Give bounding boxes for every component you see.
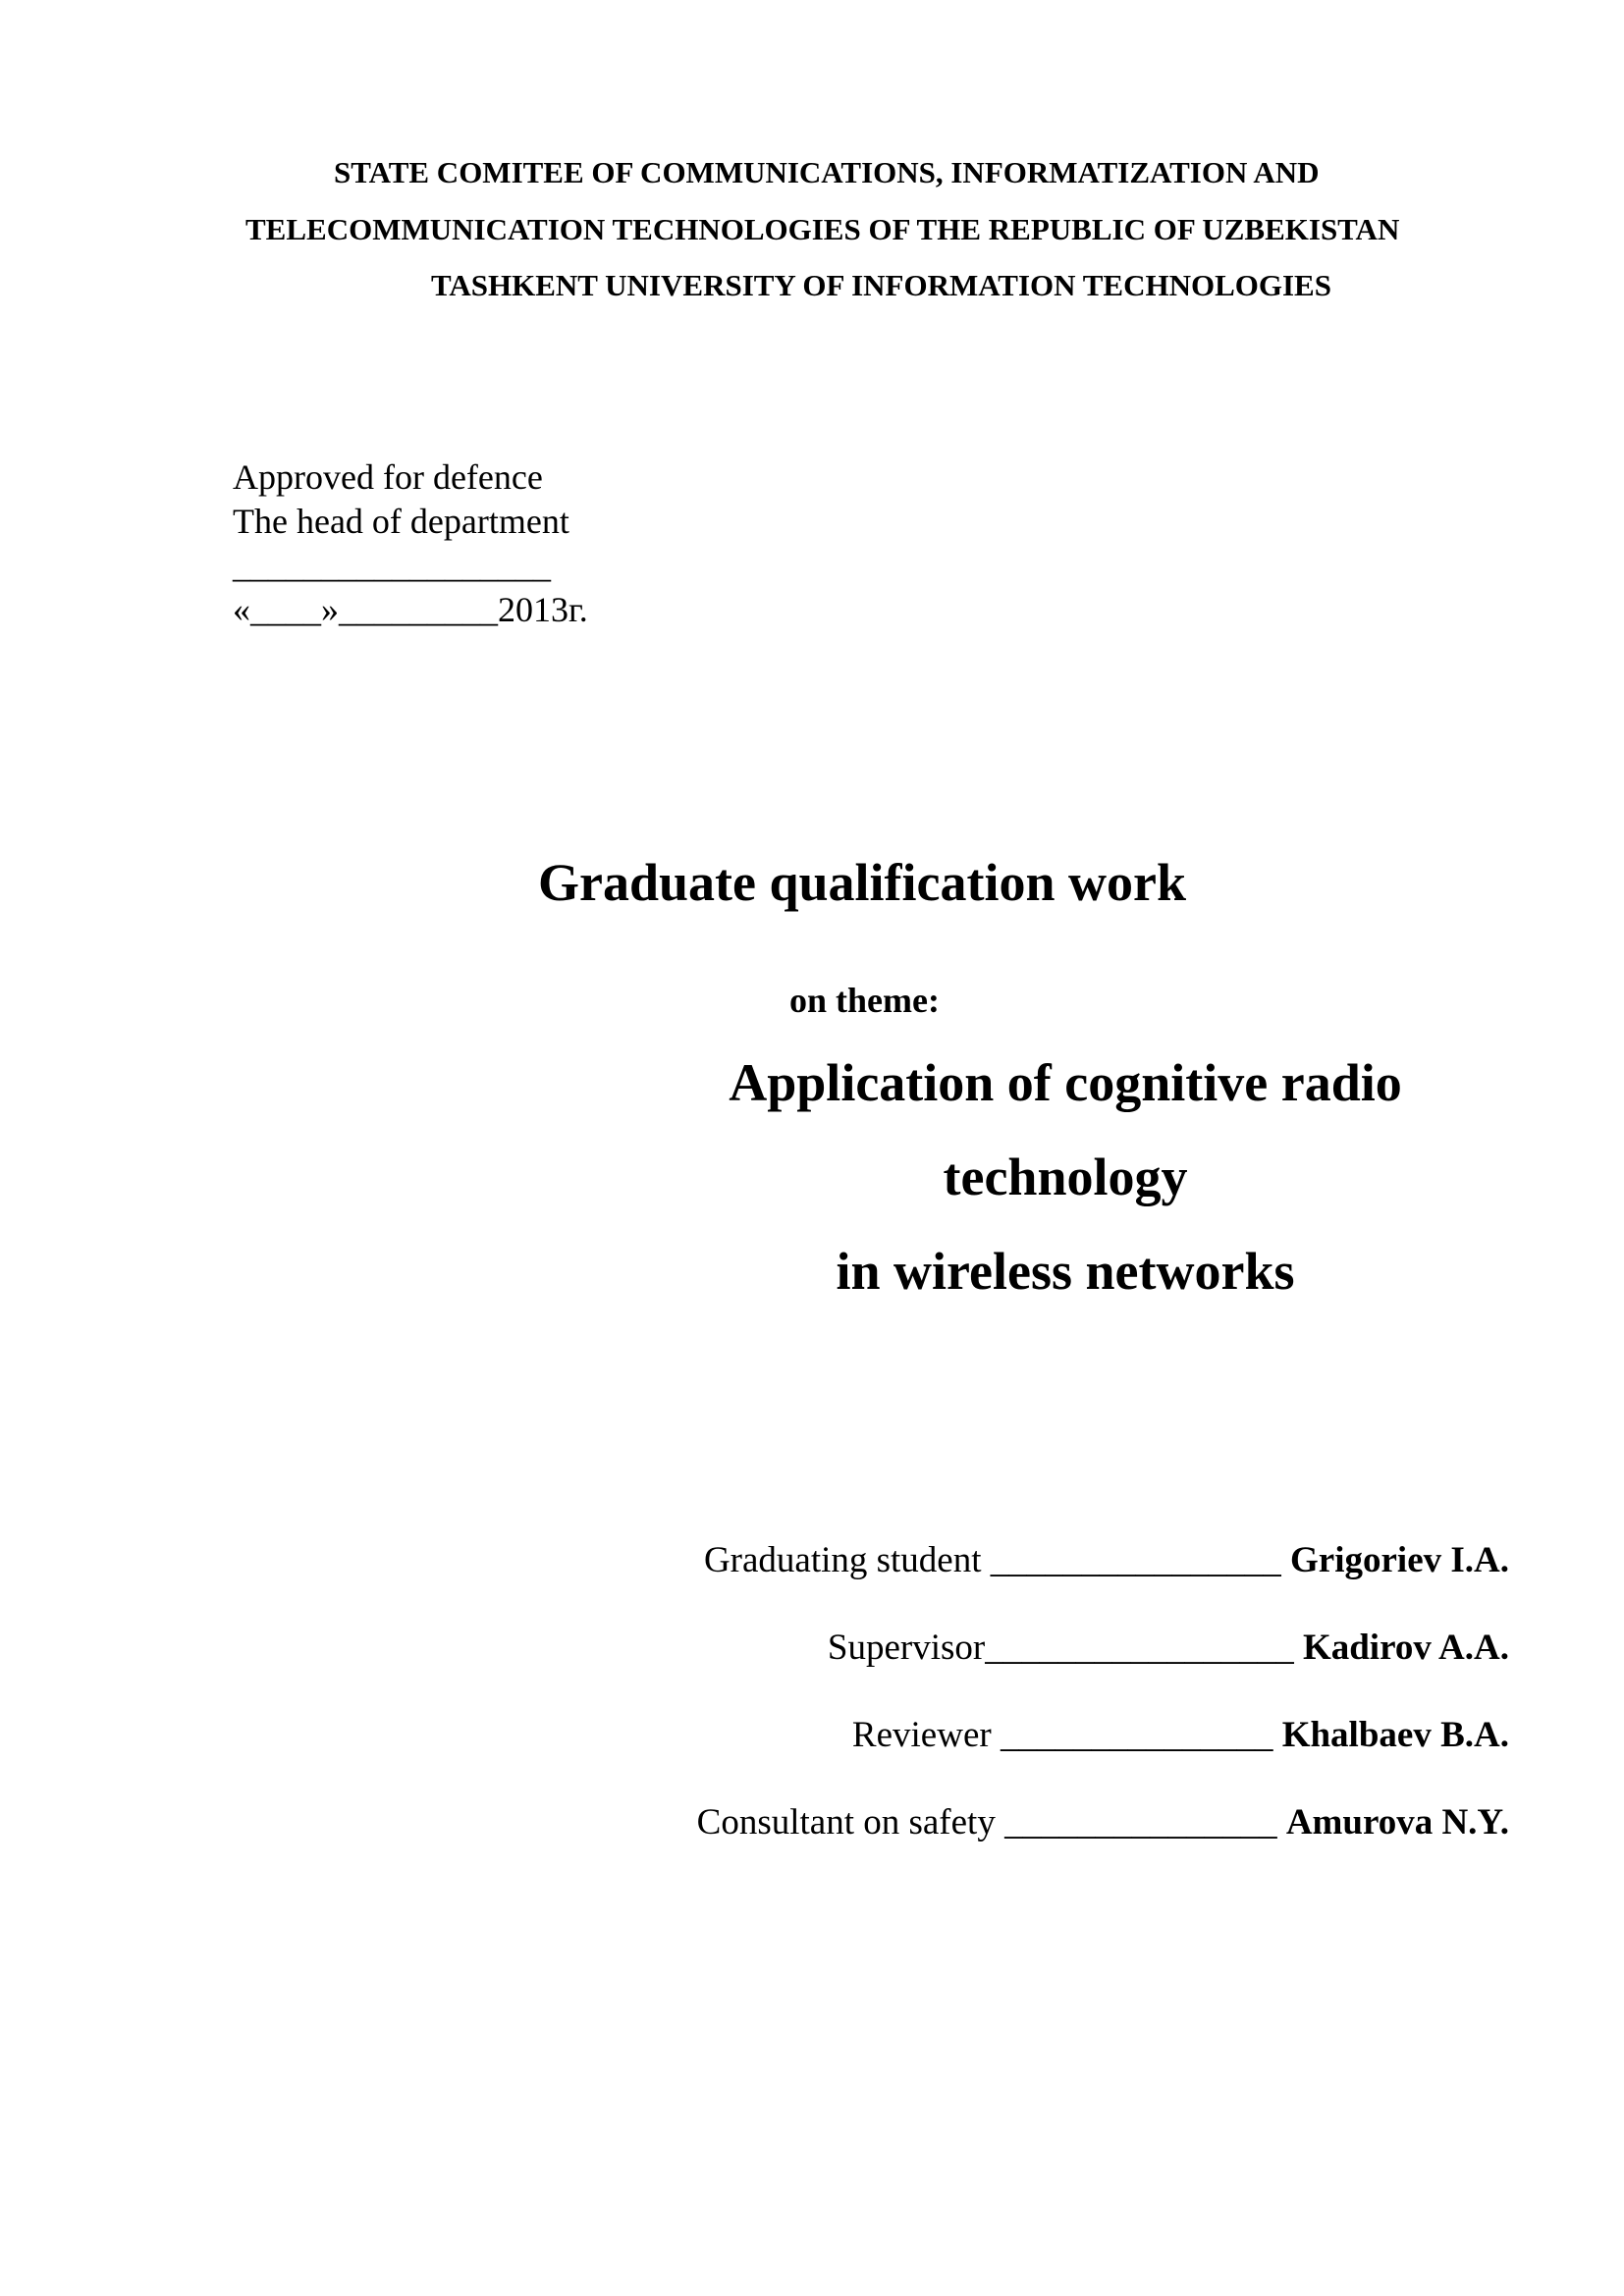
theme-title-line-3: in wireless networks: [836, 1242, 1295, 1301]
approval-line-1: Approved for defence: [233, 457, 543, 497]
signature-name: Amurova N.Y.: [1285, 1802, 1509, 1842]
signature-row-student: [697, 1539, 1509, 1627]
signature-row-consultant: [697, 1801, 1509, 1889]
approval-date-line: «____»_________2013г.: [233, 590, 588, 629]
theme-label: on theme:: [789, 981, 940, 1020]
work-title: Graduate qualification work: [538, 853, 1187, 912]
approval-block: [233, 455, 588, 632]
signature-label: Reviewer _______________: [851, 1715, 1282, 1755]
header-line-1: STATE COMITEE OF COMMUNICATIONS, INFORMATIZATION AND: [334, 155, 1320, 189]
signature-name: Khalbaev B.A.: [1281, 1715, 1509, 1755]
signature-list: [697, 1539, 1509, 1889]
approval-signature-line: __________________: [233, 546, 551, 585]
signature-row-supervisor: [697, 1627, 1509, 1714]
signature-label: Supervisor_________________: [827, 1628, 1303, 1668]
signature-row-reviewer: [697, 1714, 1509, 1801]
signature-label: Graduating student ________________: [703, 1540, 1291, 1580]
header-line-3: TASHKENT UNIVERSITY OF INFORMATION TECHNOLOGIES: [431, 268, 1331, 302]
theme-title-line-2: technology: [943, 1148, 1188, 1206]
header-line-2: TELECOMMUNICATION TECHNOLOGIES OF THE REPUBLIC OF UZBEKISTAN: [245, 212, 1400, 246]
signature-name: Grigoriev I.A.: [1290, 1540, 1509, 1580]
theme-title-line-1: Application of cognitive radio: [729, 1053, 1402, 1112]
signature-label: Consultant on safety _______________: [696, 1802, 1286, 1842]
signature-name: Kadirov A.A.: [1302, 1628, 1509, 1668]
theme-title: [628, 1036, 1502, 1318]
approval-line-2: The head of department: [233, 502, 569, 541]
